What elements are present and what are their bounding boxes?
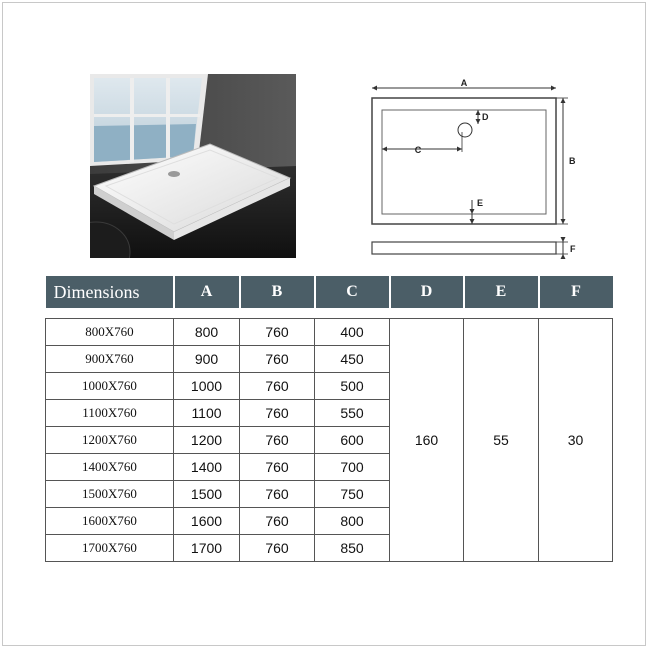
tray-outline	[372, 98, 556, 224]
cell-a: 800	[174, 319, 240, 346]
cell-b: 760	[240, 400, 315, 427]
label-c: C	[414, 145, 422, 155]
cell-dimension: 1500X760	[46, 481, 174, 508]
label-e: E	[477, 198, 484, 208]
cell-a: 1400	[174, 454, 240, 481]
header-e: E	[464, 276, 539, 308]
label-b: B	[569, 156, 576, 166]
header-dimensions: Dimensions	[46, 276, 174, 308]
cell-b: 760	[240, 508, 315, 535]
cell-c: 600	[315, 427, 390, 454]
header-f: F	[539, 276, 613, 308]
cell-d-merged: 160	[390, 319, 464, 562]
cell-dimension: 1000X760	[46, 373, 174, 400]
cell-c: 700	[315, 454, 390, 481]
cell-a: 1100	[174, 400, 240, 427]
tray-profile	[372, 242, 556, 254]
drain-icon	[458, 123, 472, 137]
dimensions-table	[45, 276, 613, 562]
header-a: A	[174, 276, 240, 308]
label-a: A	[460, 78, 468, 88]
cell-b: 760	[240, 319, 315, 346]
cell-dimension: 900X760	[46, 346, 174, 373]
cell-b: 760	[240, 535, 315, 562]
cell-c: 450	[315, 346, 390, 373]
cell-dimension: 800X760	[46, 319, 174, 346]
cell-a: 900	[174, 346, 240, 373]
cell-c: 550	[315, 400, 390, 427]
cell-dimension: 1200X760	[46, 427, 174, 454]
table-header-row	[46, 276, 613, 308]
cell-dimension: 1700X760	[46, 535, 174, 562]
cell-a: 1500	[174, 481, 240, 508]
cell-c: 800	[315, 508, 390, 535]
cell-a: 1700	[174, 535, 240, 562]
label-f: F	[570, 244, 576, 254]
cell-e-merged: 55	[464, 319, 539, 562]
cell-a: 1600	[174, 508, 240, 535]
cell-b: 760	[240, 373, 315, 400]
cell-c: 400	[315, 319, 390, 346]
label-d: D	[482, 112, 489, 122]
header-d: D	[390, 276, 464, 308]
dimension-diagram	[358, 72, 590, 264]
table-row	[46, 319, 613, 346]
header-c: C	[315, 276, 390, 308]
cell-f-merged: 30	[539, 319, 613, 562]
cell-b: 760	[240, 427, 315, 454]
cell-b: 760	[240, 481, 315, 508]
cell-b: 760	[240, 346, 315, 373]
cell-c: 850	[315, 535, 390, 562]
cell-dimension: 1400X760	[46, 454, 174, 481]
cell-a: 1000	[174, 373, 240, 400]
cell-c: 500	[315, 373, 390, 400]
cell-b: 760	[240, 454, 315, 481]
header-b: B	[240, 276, 315, 308]
cell-a: 1200	[174, 427, 240, 454]
product-photo	[90, 74, 296, 258]
cell-dimension: 1600X760	[46, 508, 174, 535]
cell-c: 750	[315, 481, 390, 508]
cell-dimension: 1100X760	[46, 400, 174, 427]
